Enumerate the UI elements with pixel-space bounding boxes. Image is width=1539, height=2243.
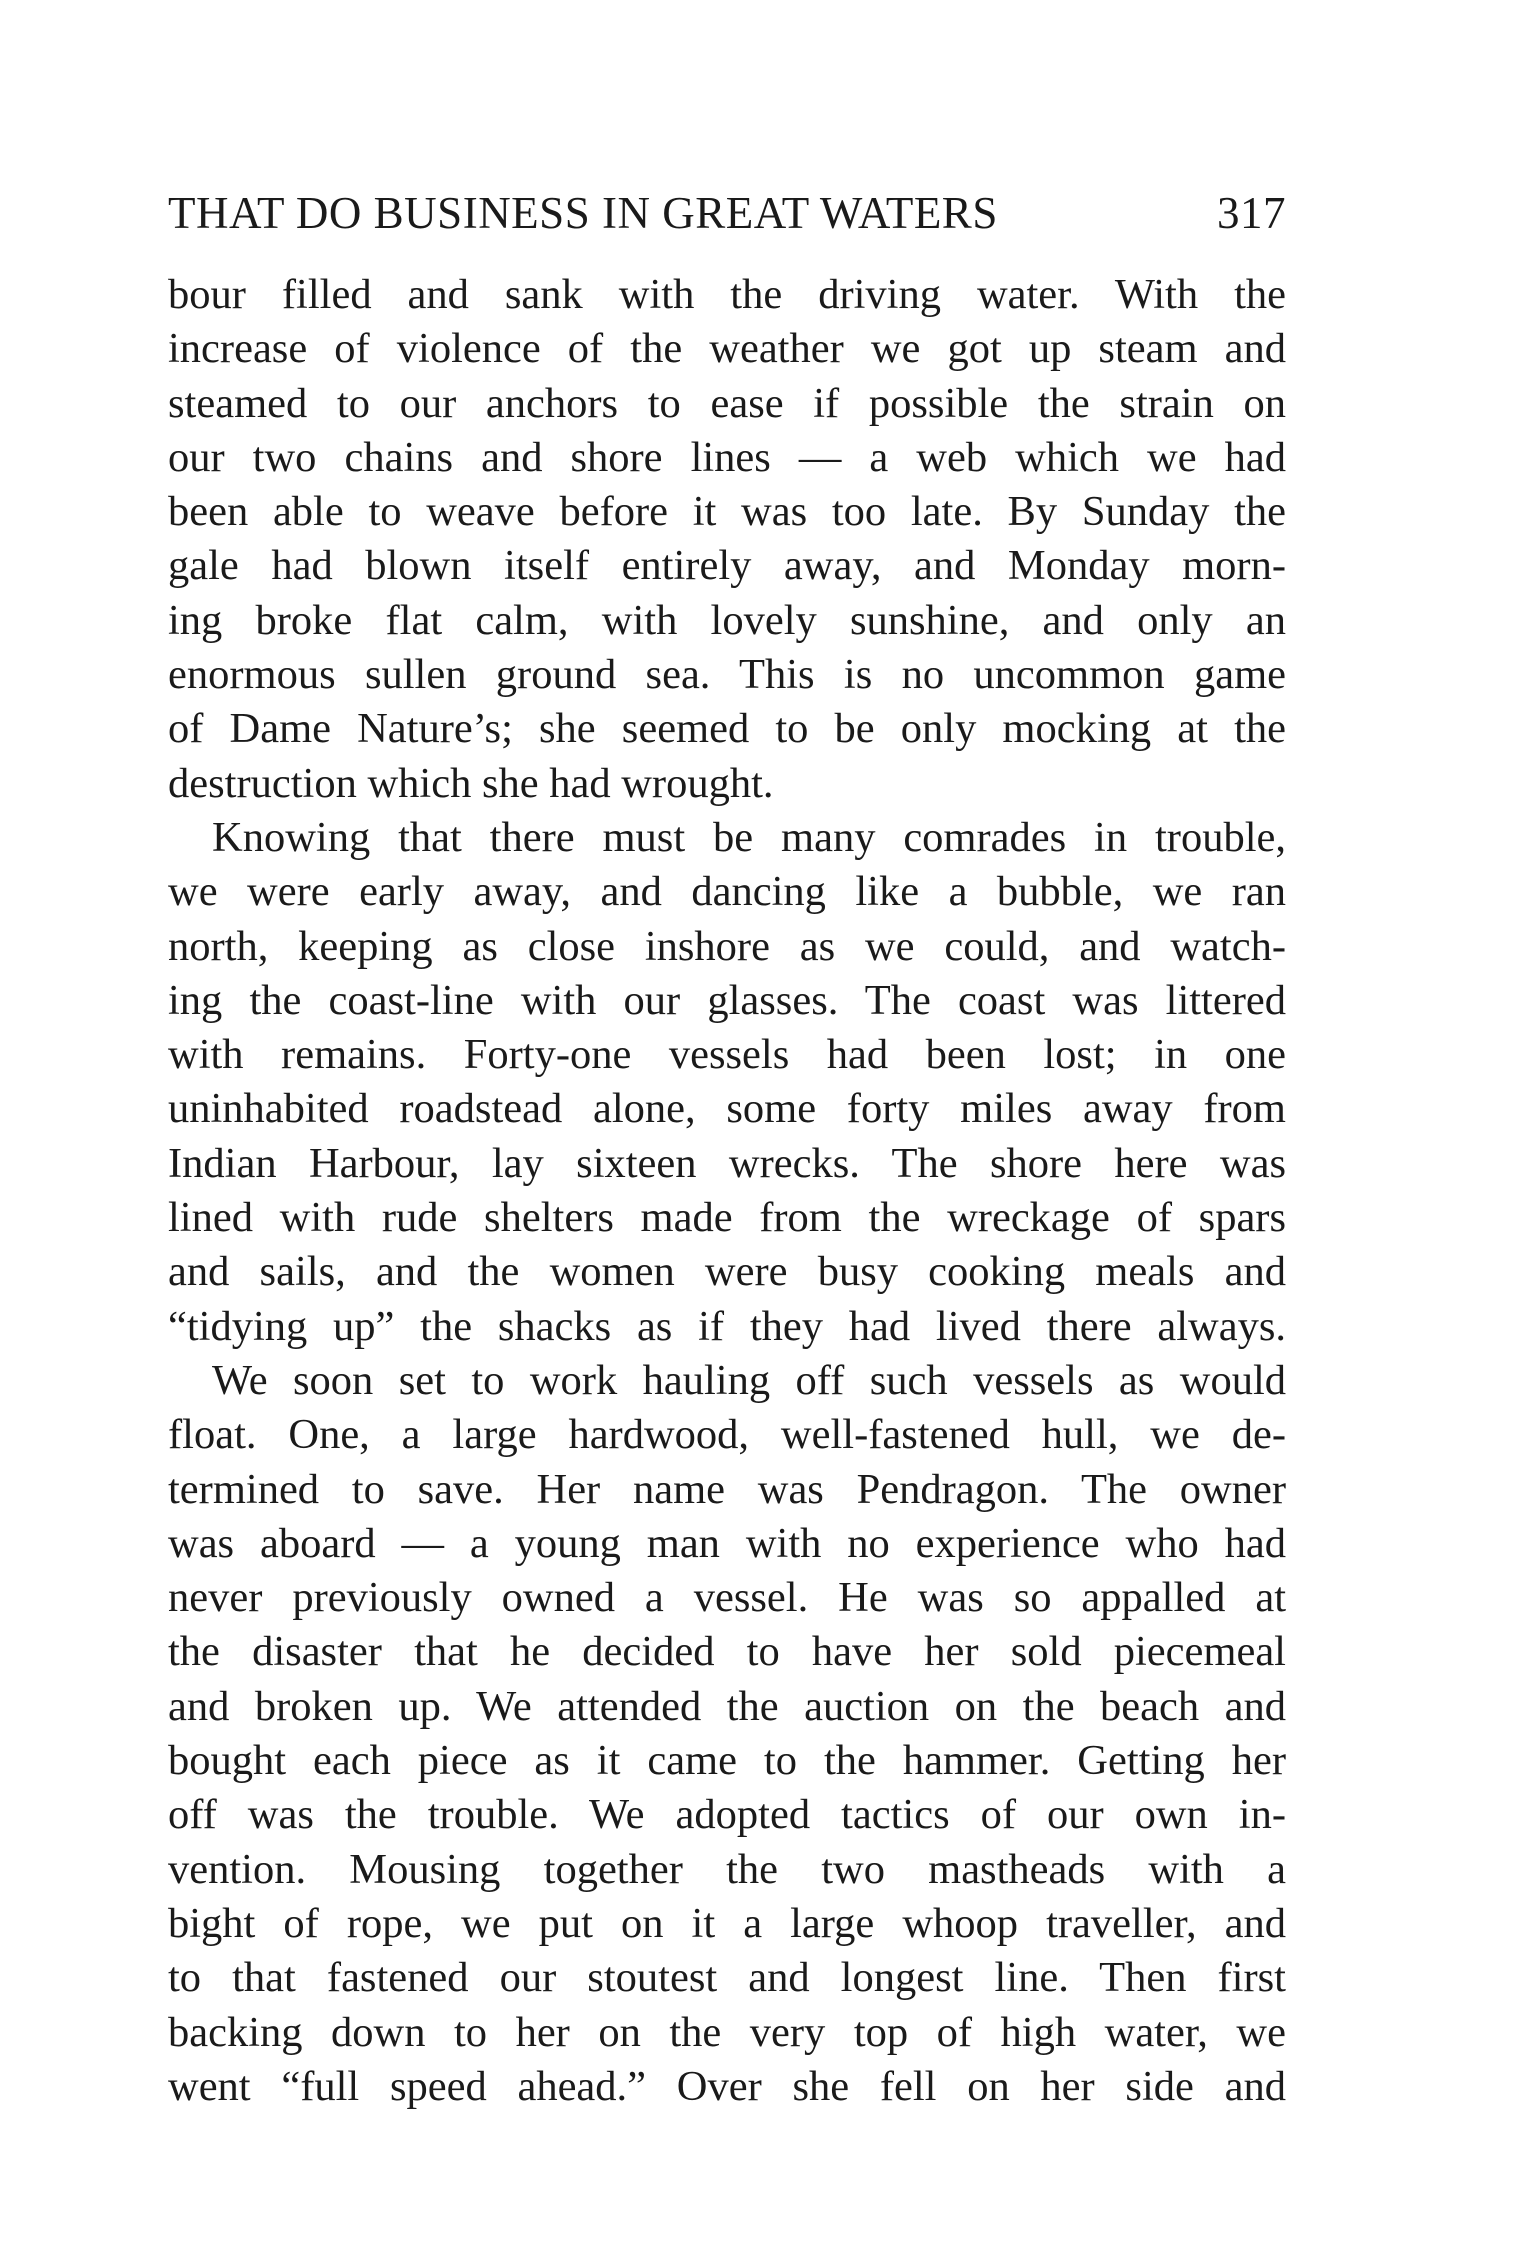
paragraph-first-line: Knowing that there must be many comrades in trouble,	[212, 813, 1286, 861]
text-line: vention. Mousing together the two mastheads with a	[168, 1845, 1286, 1893]
text-line: “tidying up” the shacks as if they had lived there always.	[168, 1302, 1286, 1350]
text-line: with remains. Forty-one vessels had been lost; in one	[168, 1031, 1286, 1079]
text-line: gale had blown itself entirely away, and Monday morn-	[168, 542, 1286, 590]
text-line: never previously owned a vessel. He was so appalled at	[168, 1574, 1286, 1622]
running-head	[168, 178, 1286, 248]
text-line: and broken up. We attended the auction on the beach and	[168, 1682, 1286, 1730]
text-line: ing broke flat calm, with lovely sunshine, and only an	[168, 596, 1286, 644]
text-line: bour filled and sank with the driving water. With the	[168, 271, 1286, 318]
body-text	[168, 268, 1286, 2114]
text-line: ing the coast-line with our glasses. The coast was littered	[168, 976, 1286, 1024]
text-line: destruction which she had wrought.	[168, 759, 774, 807]
text-line: lined with rude shelters made from the wreckage of spars	[168, 1194, 1286, 1242]
text-line: float. One, a large hardwood, well-fastened hull, we de-	[168, 1411, 1286, 1459]
text-line: uninhabited roadstead alone, some forty miles away from	[168, 1085, 1286, 1133]
text-line: the disaster that he decided to have her sold piecemeal	[168, 1628, 1286, 1676]
text-line: to that fastened our stoutest and longest line. Then first	[168, 1954, 1286, 2002]
running-title: THAT DO BUSINESS IN GREAT WATERS	[168, 188, 998, 238]
text-line: of Dame Nature’s; she seemed to be only mocking at the	[168, 705, 1286, 753]
text-line: increase of violence of the weather we got up steam and	[168, 325, 1286, 373]
text-line: backing down to her on the very top of high water, we	[168, 2008, 1286, 2056]
paragraph-first-line: We soon set to work hauling off such vessels as would	[212, 1356, 1286, 1404]
text-line: Indian Harbour, lay sixteen wrecks. The shore here was	[168, 1139, 1286, 1187]
text-line: off was the trouble. We adopted tactics of our own in-	[168, 1791, 1286, 1839]
text-line: was aboard — a young man with no experience who had	[168, 1519, 1286, 1567]
text-line: went “full speed ahead.” Over she fell on her side and	[168, 2062, 1286, 2110]
text-line: north, keeping as close inshore as we could, and watch-	[168, 922, 1286, 970]
text-line: we were early away, and dancing like a bubble, we ran	[168, 868, 1286, 916]
text-line: enormous sullen ground sea. This is no uncommon game	[168, 651, 1286, 699]
text-line: steamed to our anchors to ease if possible the strain on	[168, 379, 1286, 427]
text-line: and sails, and the women were busy cooking meals and	[168, 1248, 1286, 1296]
text-line: bight of rope, we put on it a large whoop traveller, and	[168, 1899, 1286, 1947]
text-line: termined to save. Her name was Pendragon. The owner	[168, 1465, 1286, 1513]
text-line: our two chains and shore lines — a web which we had	[168, 433, 1286, 481]
text-line: bought each piece as it came to the hammer. Getting her	[168, 1737, 1286, 1785]
page-number: 317	[1217, 188, 1286, 238]
text-line: been able to weave before it was too late. By Sunday the	[168, 488, 1286, 536]
